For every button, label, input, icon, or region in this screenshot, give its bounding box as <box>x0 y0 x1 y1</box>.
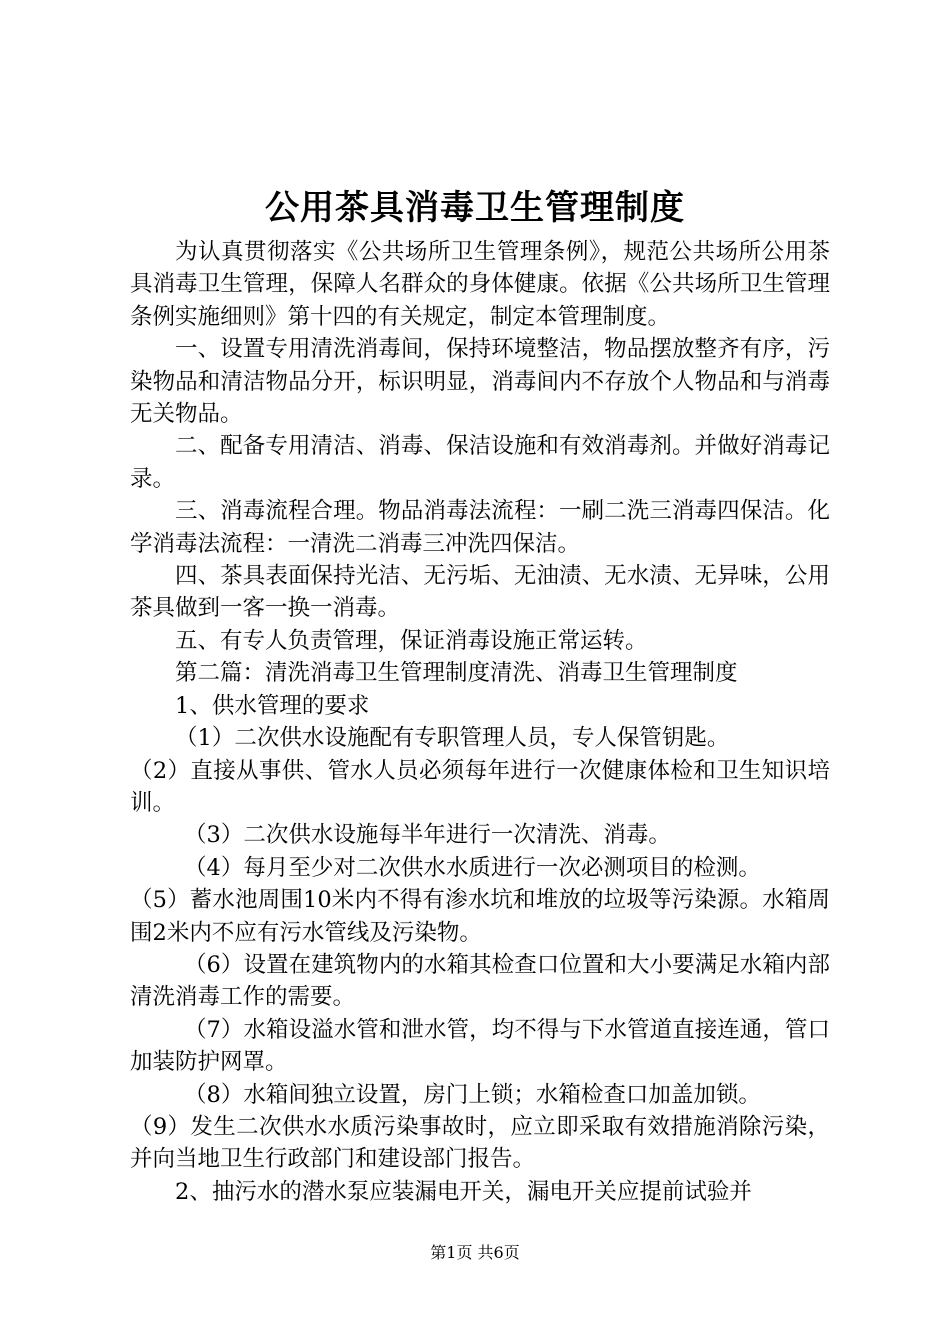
list-item: （8）水箱间独立设置，房门上锁；水箱检查口加盖加锁。 <box>184 1081 761 1108</box>
paragraph-intro: 为认真贯彻落实《公共场所卫生管理条例》，规范公共场所公用茶具消毒卫生管理，保障人名群众的身体健康。依据《公共场所卫生管理条例实施细则》第十四的有关规定，制定本管理制度。 <box>130 239 830 330</box>
paragraph-item-2: 二、配备专用清洁、消毒、保洁设施和有效消毒剂。并做好消毒记录。 <box>130 433 830 492</box>
subsection-heading-water-supply: 1、供水管理的要求 <box>175 692 370 719</box>
list-item: （6）设置在建筑物内的水箱其检查口位置和大小要满足水箱内部清洗消毒工作的需要。 <box>130 951 830 1011</box>
page-number-footer: 第1页 共6页 <box>430 1243 520 1262</box>
list-item: （5）蓄水池周围10米内不得有渗水坑和堆放的垃圾等污染源。水箱周围2米内不应有污水管线及污染物。 <box>130 887 830 946</box>
list-item: （9）发生二次供水水质污染事故时，应立即采取有效措施消除污染，并向当地卫生行政部门和建设部门报告。 <box>130 1113 830 1173</box>
paragraph-item-1: 一、设置专用清洗消毒间，保持环境整洁，物品摆放整齐有序，污染物品和清洁物品分开，标识明显，消毒间内不存放个人物品和与消毒无关物品。 <box>130 336 830 428</box>
paragraph-item-3: 三、消毒流程合理。物品消毒法流程：一刷二洗三消毒四保洁。化学消毒法流程：一清洗二消毒三冲洗四保洁。 <box>130 498 830 557</box>
paragraph-item-5: 五、有专人负责管理，保证消毒设施正常运转。 <box>175 627 648 654</box>
document-body <box>130 236 830 1208</box>
section-heading-part-two: 第二篇：清洗消毒卫生管理制度清洗、消毒卫生管理制度 <box>175 660 738 687</box>
list-item: （7）水箱设溢水管和泄水管，均不得与下水管道直接连通，管口加装防护网罩。 <box>130 1016 830 1076</box>
paragraph-item-4: 四、茶具表面保持光洁、无污垢、无油渍、无水渍、无异味，公用茶具做到一客一换一消毒。 <box>130 563 830 622</box>
list-item: （4）每月至少对二次供水水质进行一次必测项目的检测。 <box>184 854 761 881</box>
document-title: 公用茶具消毒卫生管理制度 <box>265 188 685 228</box>
list-item: （3）二次供水设施每半年进行一次清洗、消毒。 <box>184 822 671 849</box>
paragraph-item-pump: 2、抽污水的潜水泵应装漏电开关，漏电开关应提前试验并 <box>175 1178 752 1205</box>
list-item: （1）二次供水设施配有专职管理人员，专人保管钥匙。 <box>175 725 730 752</box>
list-item: （2）直接从事供、管水人员必须每年进行一次健康体检和卫生知识培训。 <box>130 757 830 816</box>
